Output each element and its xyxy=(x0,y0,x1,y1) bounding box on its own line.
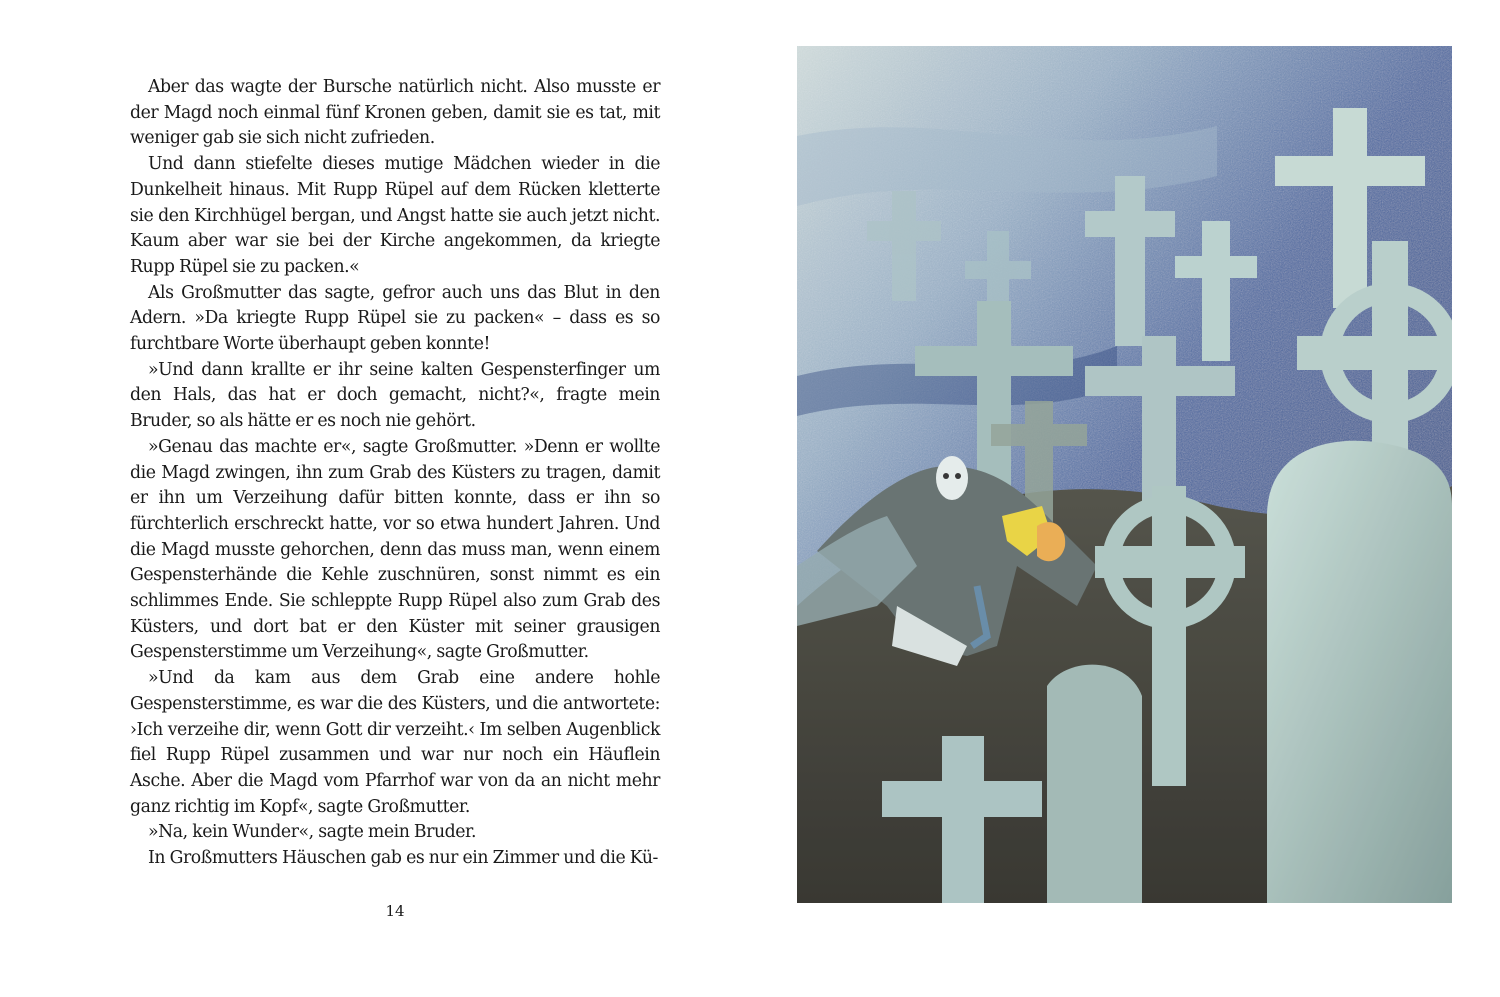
graveyard-illustration xyxy=(797,46,1452,903)
paragraph: »Na, kein Wunder«, sagte mein Bruder. xyxy=(148,822,477,843)
paragraph: In Großmutters Häuschen gab es nur ein Zimmer und die Kü- xyxy=(148,848,658,869)
paragraph: »Und dann krallte er ihr seine kalten Gespensterfinger um den Hals, das hat er doch gemacht, nicht?«, fragte mein Bruder, so als hätte er es noch nie gehört. xyxy=(130,359,660,432)
page-number: 14 xyxy=(385,902,405,920)
paragraph: Als Großmutter das sagte, gefror auch uns das Blut in den Adern. »Da kriegte Rupp Rüpel sie zu packen« – dass es so furchtbare Worte überhaupt geben konnte! xyxy=(130,282,660,355)
paragraph: »Und da kam aus dem Grab eine andere hohle Gespensterstimme, es war die des Küsters, und die antwortete: ›Ich verzeihe dir, wenn Gott dir verzeiht.‹ Im selben Augenblick fiel Rupp Rüpel zusammen und war nur noch ein Häuflein Asche. Aber die Magd vom Pfarrhof war von da an nicht mehr ganz richtig im Kopf«, sagte Großmutter. xyxy=(130,668,660,817)
paragraph: Und dann stiefelte dieses mutige Mädchen wieder in die Dunkelheit hinaus. Mit Rupp Rüpel auf dem Rücken kletterte sie den Kirchhügel bergan, und Angst hatte sie auch jetzt nicht. Kaum aber war sie bei der Kirche angekommen, da kriegte Rupp Rüpel sie zu packen.« xyxy=(130,154,660,277)
paragraph: Aber das wagte der Bursche natürlich nicht. Also musste er der Magd noch einmal fünf Kronen geben, damit sie es tat, mit weniger gab sie sich nicht zufrieden. xyxy=(130,77,660,149)
paragraph: »Genau das machte er«, sagte Großmutter. »Denn er wollte die Magd zwingen, ihn zum Grab des Küsters zu tragen, damit er ihn um Verzeihung dafür bitten konnte, dass er ihn so fürchterlich erschreckt hatte, vor so etwa hundert Jahren. Und die Magd musste gehorchen, denn das muss man, wenn einem Gespensterhände die Kehle zuschnüren, sonst nimmt es ein schlimmes Ende. Sie schleppte Rupp Rüpel also zum Grab des Küsters, und dort bat er den Küster mit seiner grausigen Gespensterstimme um Verzeihung«, sagte Großmutter. xyxy=(130,436,660,663)
body-text xyxy=(130,75,660,872)
